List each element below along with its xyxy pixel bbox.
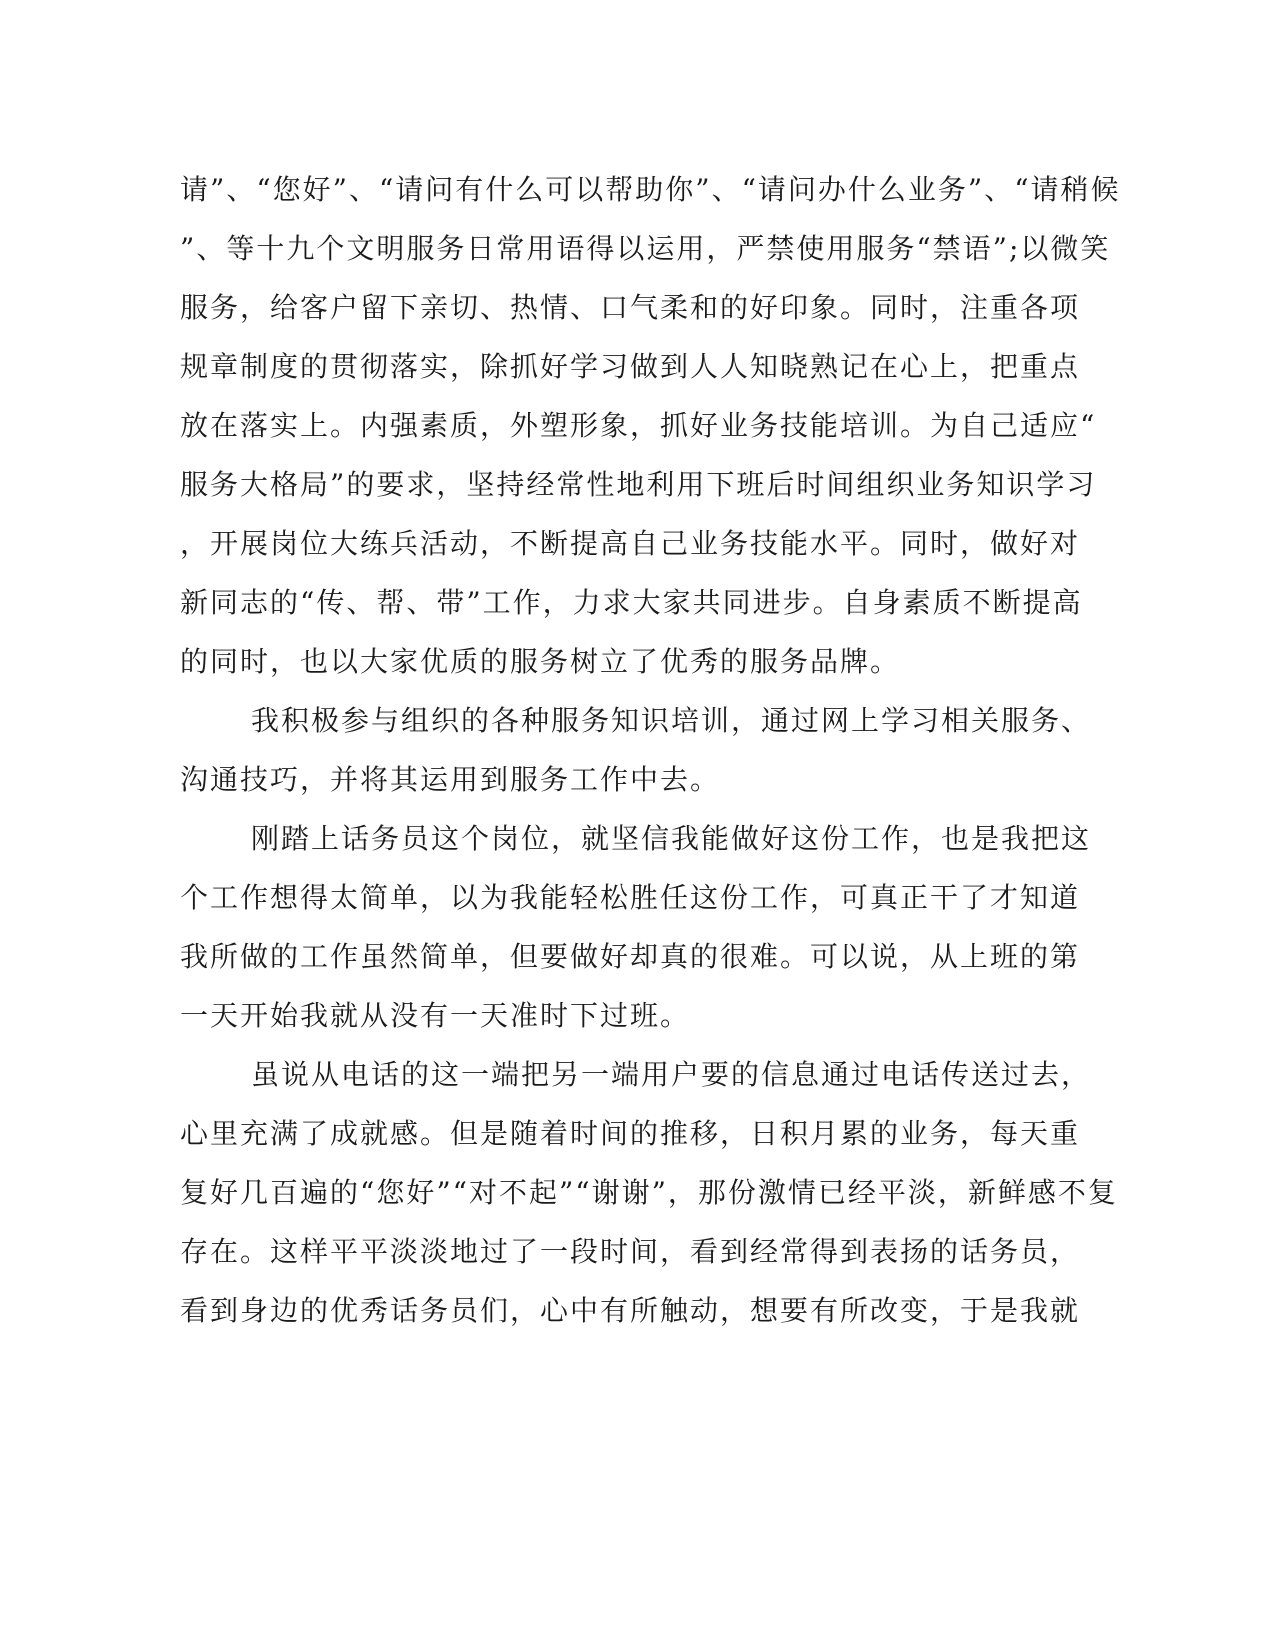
text-line: 存在。这样平平淡淡地过了一段时间，看到经常得到表扬的话务员， [180,1235,1081,1268]
text-line: ，开展岗位大练兵活动，不断提高自己业务技能水平。同时，做好对 [180,527,1081,560]
text-line: ”、等十九个文明服务日常用语得以运用，严禁使用服务“禁语”;以微笑 [180,232,1111,265]
body-text [180,160,1121,1340]
text-line: 看到身边的优秀话务员们，心中有所触动，想要有所改变，于是我就 [180,1294,1081,1327]
text-line: 新同志的“传、帮、带”工作，力求大家共同进步。自身素质不断提高 [180,586,1083,619]
text-line: 心里充满了成就感。但是随着时间的推移，日积月累的业务，每天重 [180,1117,1081,1150]
text-line: 一天开始我就从没有一天准时下过班。 [180,999,691,1032]
text-line: 规章制度的贯彻落实，除抓好学习做到人人知晓熟记在心上，把重点 [180,350,1081,383]
text-line: 服务，给客户留下亲切、热情、口气柔和的好印象。同时，注重各项 [180,291,1081,324]
text-line: 服务大格局”的要求，坚持经常性地利用下班后时间组织业务知识学习 [180,468,1097,501]
text-line: 的同时，也以大家优质的服务树立了优秀的服务品牌。 [180,645,901,678]
text-line: 放在落实上。内强素质，外塑形象，抓好业务技能培训。为自己适应“ [180,409,1097,442]
paragraph-first-line: 我积极参与组织的各种服务知识培训，通过网上学习相关服务、 [251,704,1092,737]
paragraph-first-line: 刚踏上话务员这个岗位，就坚信我能做好这份工作，也是我把这 [251,822,1092,855]
text-line: 复好几百遍的“您好”“对不起”“谢谢”，那份激情已经平淡，新鲜感不复 [180,1176,1118,1209]
text-line: 个工作想得太简单，以为我能轻松胜任这份工作，可真正干了才知道 [180,881,1081,914]
text-line: 请”、“您好”、“请问有什么可以帮助你”、“请问办什么业务”、“请稍候 [180,173,1121,206]
text-line: 我所做的工作虽然简单，但要做好却真的很难。可以说，从上班的第 [180,940,1081,973]
paragraph-first-line: 虽说从电话的这一端把另一端用户要的信息通过电话传送过去， [251,1058,1092,1091]
text-line: 沟通技巧，并将其运用到服务工作中去。 [180,763,721,796]
